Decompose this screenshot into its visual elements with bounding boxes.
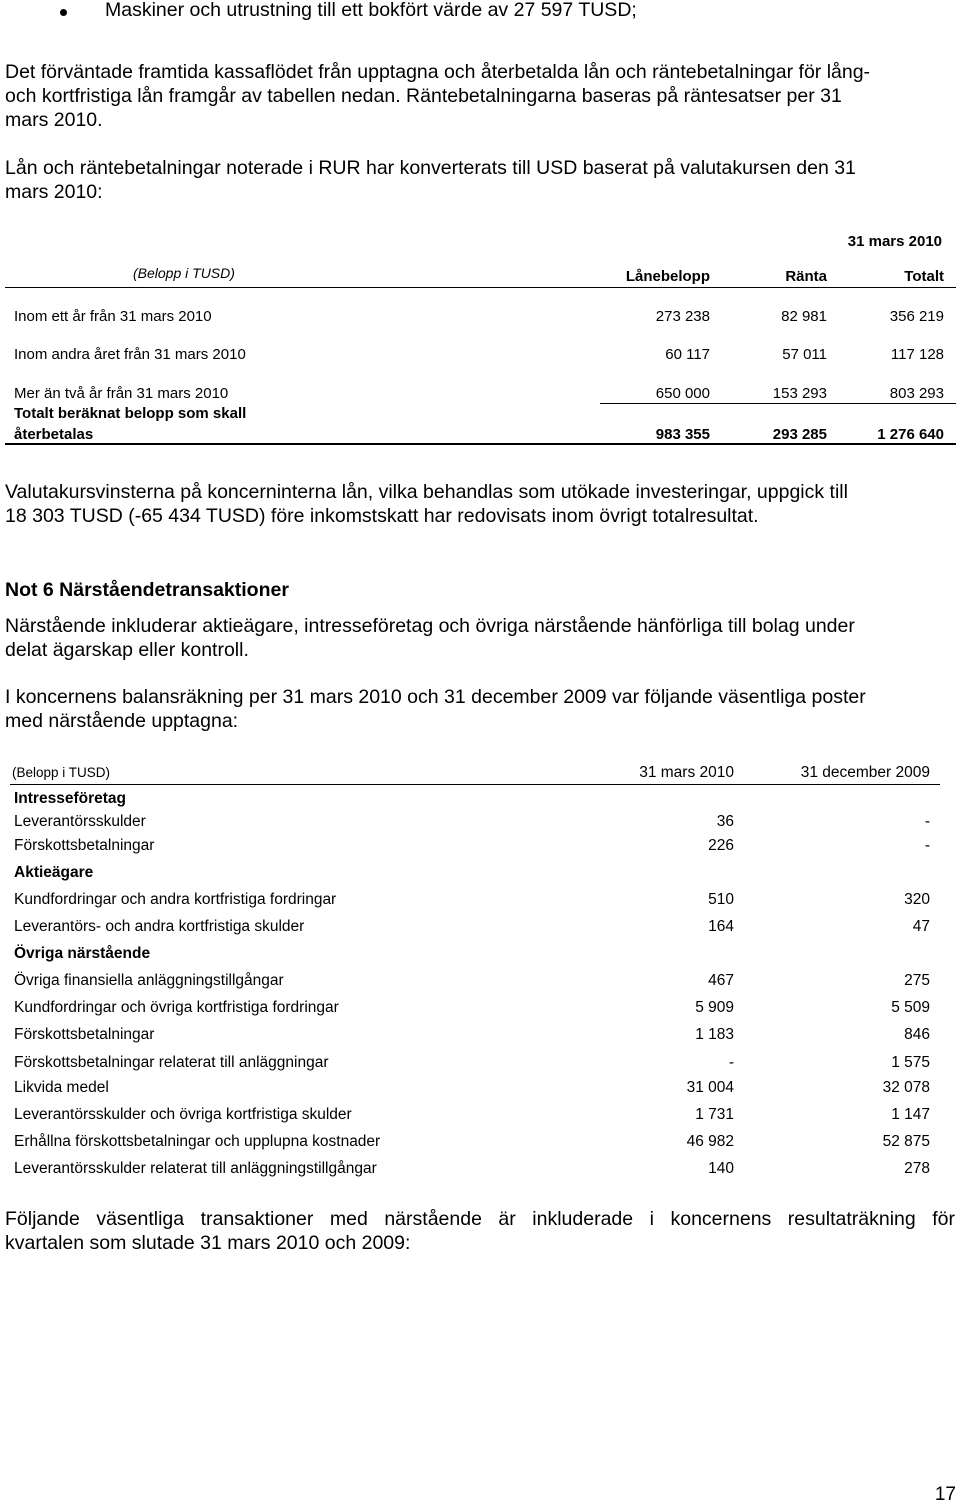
cell-value: 467 (708, 972, 734, 989)
total-value: 983 355 (655, 426, 710, 443)
bullet-item (0, 0, 960, 24)
bullet-text: Maskiner och utrustning till ett bokfört värde av 27 597 TUSD; (105, 0, 637, 21)
cell-value: 153 293 (772, 385, 827, 402)
column-header: Ränta (785, 268, 827, 285)
cell-value: 1 147 (891, 1106, 930, 1123)
row-label: Inom andra året från 31 mars 2010 (14, 346, 246, 363)
section-heading: Not 6 Närståendetransaktioner (5, 579, 289, 601)
row-label: Inom ett år från 31 mars 2010 (14, 308, 212, 325)
row-label: Leverantörsskulder och övriga kortfristiga skulder (14, 1106, 352, 1123)
paragraph-line: och kortfristiga lån framgår av tabellen nedan. Räntebetalningarna baseras på räntesatser per 31 (5, 85, 842, 107)
column-header: 31 december 2009 (800, 764, 930, 781)
cell-value: 57 011 (782, 346, 827, 363)
cell-value: 650 000 (655, 385, 710, 402)
row-label: Erhållna förskottsbetalningar och upplupna kostnader (14, 1133, 381, 1150)
row-label: Kundfordringar och andra kortfristiga fordringar (14, 891, 337, 908)
total-value: 293 285 (772, 426, 827, 443)
subtotal-rule (600, 403, 956, 404)
cell-value: - (924, 837, 930, 854)
cell-value: 510 (708, 891, 734, 908)
cell-value: 273 238 (655, 308, 710, 325)
period-header: 31 mars 2010 (847, 233, 942, 250)
unit-label: (Belopp i TUSD) (133, 265, 235, 281)
cell-value: 803 293 (889, 385, 944, 402)
row-label: Kundfordringar och övriga kortfristiga fordringar (14, 999, 339, 1016)
cell-value: 140 (708, 1160, 734, 1177)
cell-value: 5 909 (695, 999, 734, 1016)
cell-value: 36 (716, 813, 734, 830)
paragraph-line: delat ägarskap eller kontroll. (5, 639, 249, 661)
cell-value: 1 183 (695, 1026, 734, 1043)
cell-value: - (924, 813, 930, 830)
cell-value: 1 575 (891, 1054, 930, 1071)
paragraph-line: Det förväntade framtida kassaflödet från upptagna och återbetalda lån och räntebetalningar för lång- (5, 61, 871, 83)
total-label: Totalt beräknat belopp som skall (14, 405, 247, 422)
row-label: Mer än två år från 31 mars 2010 (14, 385, 229, 402)
cell-value: 46 982 (686, 1133, 734, 1150)
cell-value: 846 (904, 1026, 930, 1043)
column-header: Totalt (904, 268, 944, 285)
column-header: Lånebelopp (625, 268, 710, 285)
paragraph-line: I koncernens balansräkning per 31 mars 2010 och 31 december 2009 var följande väsentliga poster (5, 686, 866, 708)
paragraph-line: mars 2010. (5, 109, 103, 131)
row-label: Leverantörs- och andra kortfristiga skulder (14, 918, 305, 935)
bullet-icon (60, 9, 67, 16)
row-label: Likvida medel (14, 1079, 109, 1096)
row-label: Leverantörsskulder (14, 813, 146, 830)
paragraph-line: Valutakursvinsterna på koncerninterna lån, vilka behandlas som utökade investeringar, uppgick till (5, 481, 848, 503)
total-rule (5, 443, 956, 445)
cell-value: 5 509 (891, 999, 930, 1016)
row-label: Leverantörsskulder relaterat till anläggningstillgångar (14, 1160, 377, 1177)
cell-value: 31 004 (686, 1079, 734, 1096)
cell-value: 320 (904, 891, 930, 908)
paragraph-line: kvartalen som slutade 31 mars 2010 och 2009: (5, 1232, 411, 1254)
cell-value: 47 (912, 918, 930, 935)
paragraph-line: med närstående upptagna: (5, 710, 239, 732)
paragraph-line: 18 303 TUSD (-65 434 TUSD) före inkomstskatt har redovisats inom övrigt totalresultat. (5, 505, 759, 527)
paragraph-line: Lån och räntebetalningar noterade i RUR har konverterats till USD baserat på valutakursen den 31 (5, 157, 856, 179)
row-label: Förskottsbetalningar (14, 837, 155, 854)
cell-value: 164 (708, 918, 734, 935)
cell-value: 226 (708, 837, 734, 854)
paragraph-line: Följande väsentliga transaktioner med närstående är inkluderade i koncernens resultaträkning för (5, 1208, 955, 1230)
paragraph-line: mars 2010: (5, 181, 103, 203)
cell-value: 82 981 (781, 308, 827, 325)
page-number: 17 (934, 1484, 956, 1505)
cell-value: 32 078 (882, 1079, 930, 1096)
cell-value: - (728, 1054, 734, 1071)
cell-value: 117 128 (890, 346, 944, 363)
total-label: återbetalas (14, 426, 94, 443)
paragraph-line: Närstående inkluderar aktieägare, intresseföretag och övriga närstående hänförliga till bolag under (5, 615, 855, 637)
row-label: Övriga finansiella anläggningstillgångar (14, 972, 284, 989)
row-label: Förskottsbetalningar relaterat till anläggningar (14, 1054, 329, 1071)
cell-value: 1 731 (695, 1106, 734, 1123)
total-value: 1 276 640 (877, 426, 944, 443)
section-heading: Aktieägare (14, 864, 94, 881)
header-rule (5, 287, 956, 288)
cell-value: 278 (904, 1160, 930, 1177)
column-header: 31 mars 2010 (639, 764, 734, 781)
unit-label: (Belopp i TUSD) (12, 765, 111, 780)
section-heading: Övriga närstående (14, 945, 151, 962)
cell-value: 356 219 (889, 308, 944, 325)
section-heading: Intresseföretag (14, 790, 126, 807)
cell-value: 52 875 (882, 1133, 930, 1150)
row-label: Förskottsbetalningar (14, 1026, 155, 1043)
cell-value: 60 117 (665, 346, 710, 363)
cell-value: 275 (904, 972, 930, 989)
header-rule (10, 784, 940, 785)
